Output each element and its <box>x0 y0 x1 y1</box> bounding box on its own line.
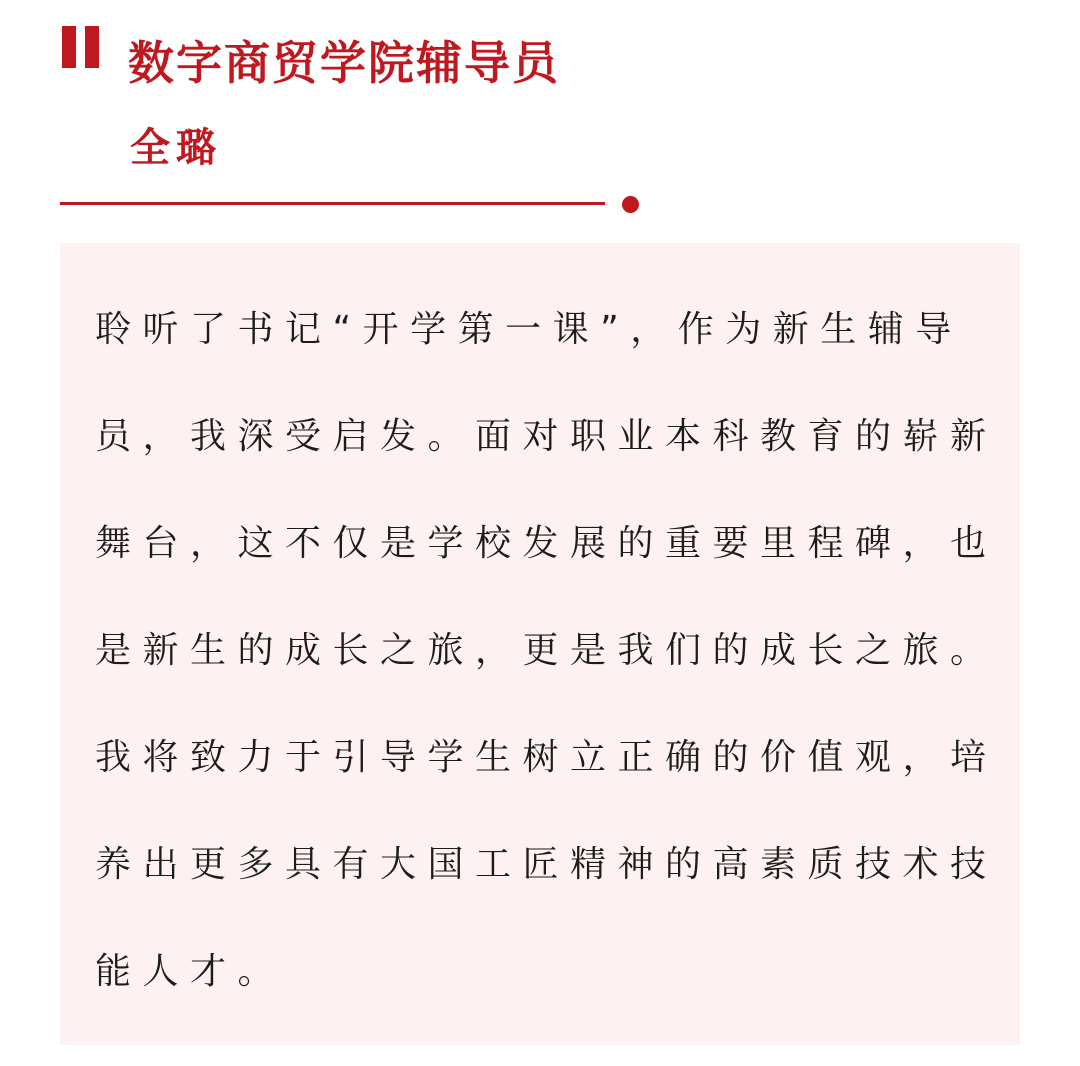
article-paragraph <box>95 276 998 1025</box>
paragraph-line: 养出更多具有大国工匠精神的高素质技术技 <box>95 844 998 885</box>
header-divider-line <box>60 202 605 205</box>
paragraph-line: 员，我深受启发。面对职业本科教育的崭新 <box>95 416 998 457</box>
paragraph-line: 是新生的成长之旅，更是我们的成长之旅。 <box>95 630 998 671</box>
paragraph-line: 聆听了书记“开学第一课”，作为新生辅导 <box>95 309 963 350</box>
title-accent-bar-left <box>62 26 76 68</box>
quote-panel <box>60 243 1020 1045</box>
header-divider-dot <box>622 196 639 213</box>
paragraph-line: 我将致力于引导学生树立正确的价值观，培 <box>95 737 998 778</box>
paragraph-line: 能人才。 <box>95 951 286 992</box>
title-accent-bar-right <box>85 26 99 68</box>
page-title: 数字商贸学院辅导员 <box>128 36 560 90</box>
author-name: 全璐 <box>130 125 222 171</box>
paragraph-line: 舞台，这不仅是学校发展的重要里程碑，也 <box>95 523 998 564</box>
